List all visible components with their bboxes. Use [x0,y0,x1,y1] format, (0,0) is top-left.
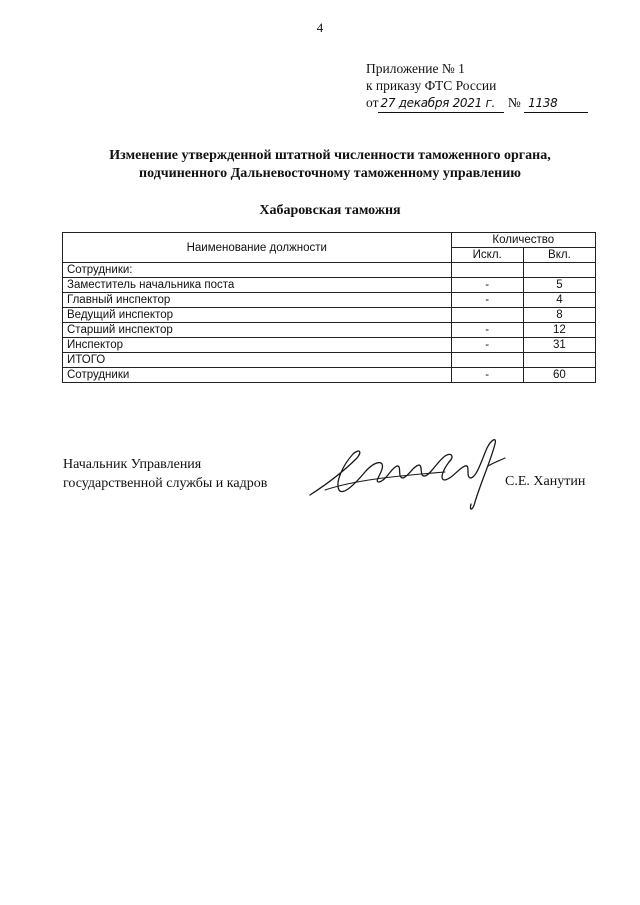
annex-date: 27 декабря 2021 г. [378,95,504,113]
annex-line-3 [366,94,588,113]
row-name: Ведущий инспектор [63,308,452,323]
annex-line-2: к приказу ФТС России [366,78,497,93]
row-included [523,353,595,368]
signer-position [63,455,267,493]
row-included [523,263,595,278]
row-excluded: - [451,278,523,293]
row-name: Старший инспектор [63,323,452,338]
document-subtitle: Хабаровская таможня [259,203,401,218]
row-excluded [451,353,523,368]
row-excluded [451,308,523,323]
table-row [63,368,596,383]
annex-line-1: Приложение № 1 [366,61,465,76]
row-included: 31 [523,338,595,353]
row-excluded: - [451,293,523,308]
table-row [63,338,596,353]
table-row [63,353,596,368]
signer-position-line-1: Начальник Управления [63,457,202,472]
title-line-2: подчиненного Дальневосточному таможенному управлению [139,166,521,181]
row-name: Сотрудники: [63,263,452,278]
row-included: 12 [523,323,595,338]
header-quantity: Количество [451,233,595,248]
page-number: 4 [316,20,324,35]
signer-position-line-2: государственной службы и кадров [63,476,268,491]
annex-number: 1138 [524,95,588,113]
header-excluded: Искл. [451,248,523,263]
row-name: Инспектор [63,338,452,353]
row-excluded: - [451,338,523,353]
annex-block [366,60,588,113]
header-position-name: Наименование должности [63,233,452,263]
table-row [63,278,596,293]
staff-table [62,232,596,383]
row-name: Главный инспектор [63,293,452,308]
table-header-row [63,233,596,248]
row-excluded: - [451,368,523,383]
handwritten-signature [305,432,510,517]
row-name: Заместитель начальника поста [63,278,452,293]
annex-number-label: № [507,95,521,110]
table-row [63,293,596,308]
table-row [63,323,596,338]
row-included: 5 [523,278,595,293]
document-title [60,147,600,183]
signer-name: С.Е. Ханутин [505,474,586,489]
table-row [63,263,596,278]
annex-from-label: от [366,95,379,110]
table-row [63,308,596,323]
title-line-1: Изменение утвержденной штатной численности таможенного органа, [109,148,551,163]
row-excluded: - [451,323,523,338]
row-name: Сотрудники [63,368,452,383]
row-included: 8 [523,308,595,323]
header-included: Вкл. [523,248,595,263]
row-excluded [451,263,523,278]
row-included: 4 [523,293,595,308]
row-included: 60 [523,368,595,383]
row-name: ИТОГО [63,353,452,368]
